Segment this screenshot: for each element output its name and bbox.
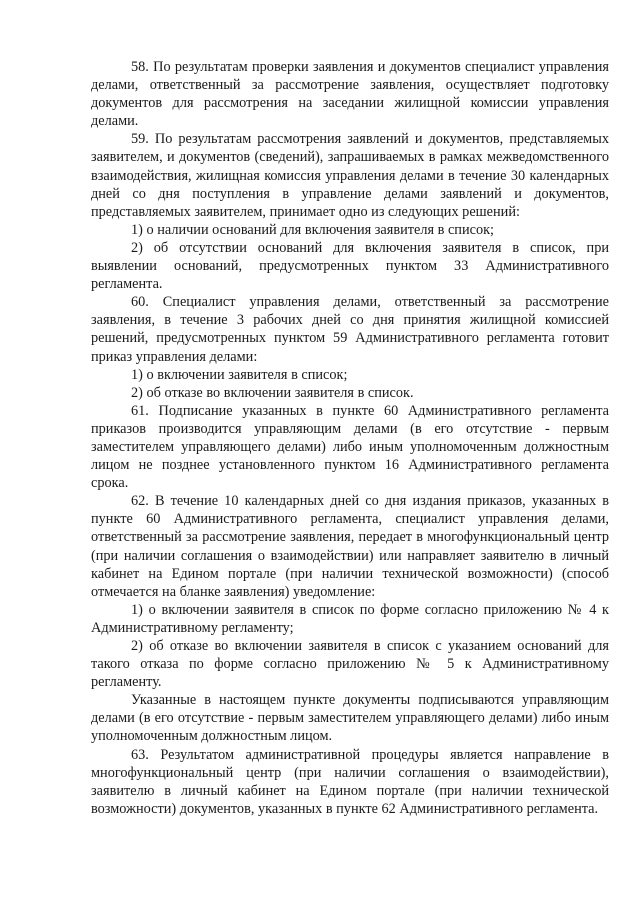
paragraph-62-item-1: 1) о включении заявителя в список по форме согласно приложению № 4 к Административному регламенту;	[91, 601, 609, 636]
paragraph-62-note: Указанные в настоящем пункте документы подписываются управляющим делами (в его отсутствие - первым заместителем управляющего делами) либо иным уполномоченным должностным лицом.	[91, 692, 609, 745]
paragraph-60: 60. Специалист управления делами, ответственный за рассмотрение заявления, в течение 3 рабочих дней со дня принятия жилищной комиссией решений, предусмотренных пунктом 59 Административного регламента готовит приказ управления делами:	[91, 294, 609, 365]
paragraph-62-item-2: 2) об отказе во включении заявителя в список с указанием оснований для такого отказа по форме согласно приложению № 5 к Административному регламенту.	[91, 638, 609, 691]
paragraph-61: 61. Подписание указанных в пункте 60 Административного регламента приказов производится управляющим делами (в его отсутствие - первым заместителем управляющего делами) либо иным уполномоченным должностным лицом не позднее установленного пунктом 16 Административного регламента срока.	[91, 402, 609, 492]
document-page	[91, 58, 609, 818]
paragraph-58: 58. По результатам проверки заявления и документов специалист управления делами, ответственный за рассмотрение заявления, осуществляет подготовку документов для рассмотрения на заседании жилищной комиссии управления делами.	[91, 59, 609, 130]
paragraph-60-item-2: 2) об отказе во включении заявителя в список.	[131, 384, 414, 401]
paragraph-62: 62. В течение 10 календарных дней со дня издания приказов, указанных в пункте 60 Административного регламента, специалист управления делами, ответственный за рассмотрение заявления, передает в многофункциональный центр (при наличии соглашения о взаимодействии) или направляет заявителю в личный кабинет на Едином портале (при наличии технической возможности) (способ отмечается на бланке заявления) уведомление:	[91, 493, 609, 600]
paragraph-63: 63. Результатом административной процедуры является направление в многофункциональный центр (при наличии соглашения о взаимодействии), заявителю в личный кабинет на Едином портале (при наличии технической возможности) документов, указанных в пункте 62 Административного регламента.	[91, 746, 609, 817]
paragraph-60-item-1: 1) о включении заявителя в список;	[131, 366, 348, 383]
paragraph-59-item-1: 1) о наличии оснований для включения заявителя в список;	[131, 221, 495, 238]
paragraph-59-item-2: 2) об отсутствии оснований для включения заявителя в список, при выявлении оснований, предусмотренных пунктом 33 Административного регламента.	[91, 239, 609, 293]
paragraph-59: 59. По результатам рассмотрения заявлений и документов, представляемых заявителем, и документов (сведений), запрашиваемых в рамках межведомственного взаимодействия, жилищная комиссия управления делами в течение 30 календарных дней со дня поступления в управление делами заявлений и документов, представляемых заявителем, принимает одно из следующих решений:	[91, 131, 609, 220]
